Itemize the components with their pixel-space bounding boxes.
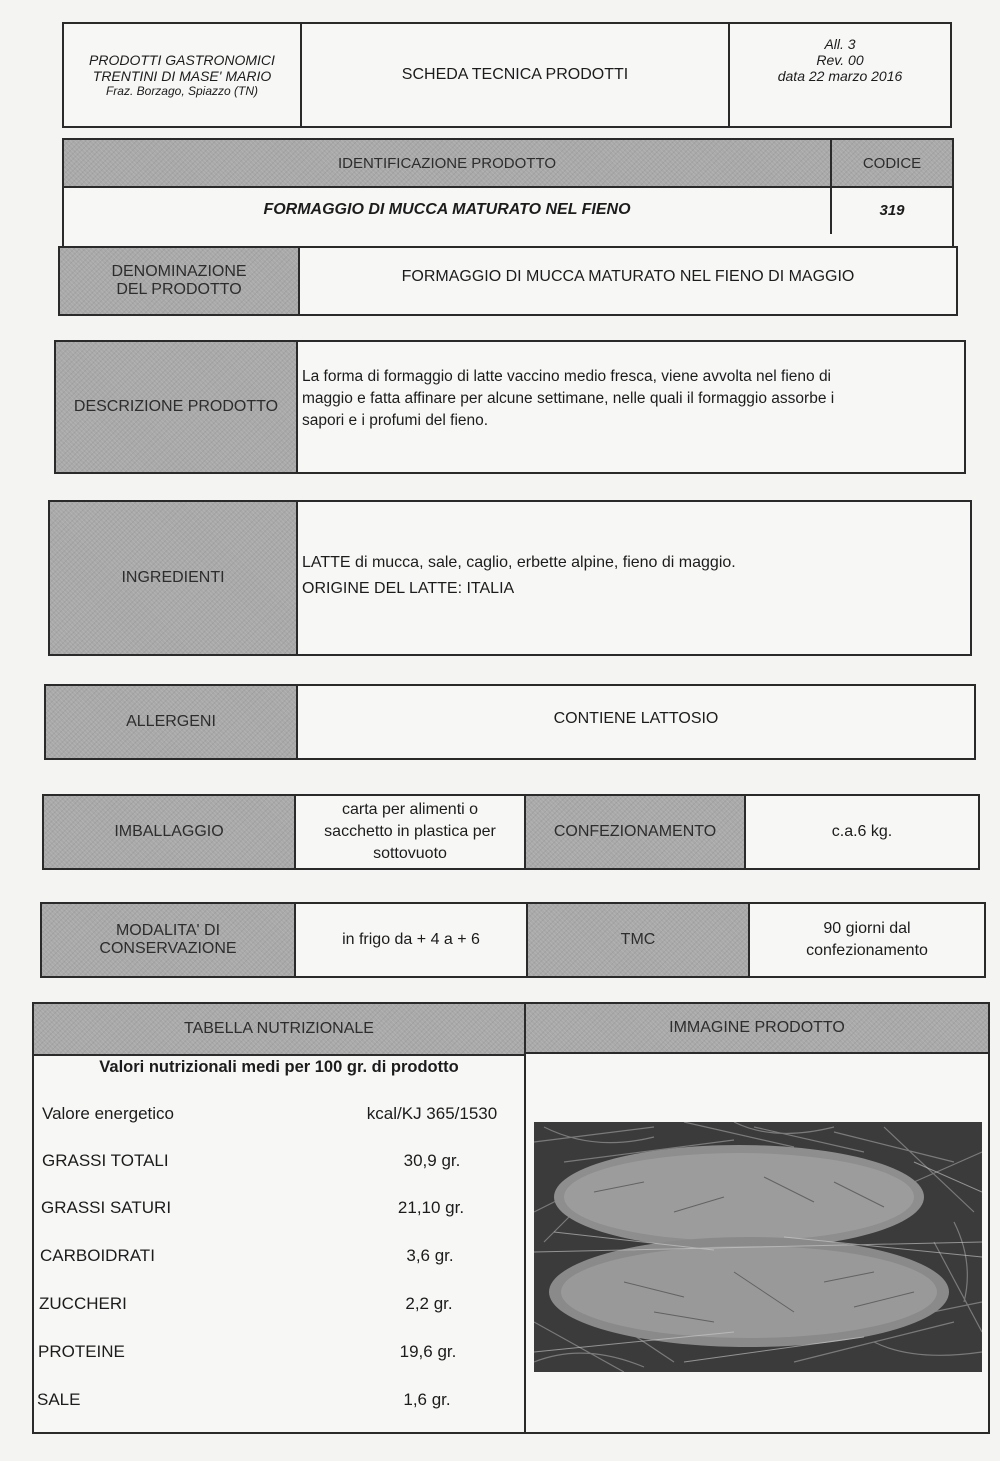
nutrient-name: SALE <box>37 1390 81 1409</box>
nutrient-value: kcal/KJ 365/1530 <box>366 1104 498 1123</box>
identification-value-row <box>64 186 952 234</box>
denomination-label-cell <box>60 248 298 314</box>
ingredients-text <box>296 502 970 654</box>
product-photo <box>534 1122 982 1372</box>
description-line2: maggio e fatta affinare per alcune settimane, nelle quali il formaggio assorbe i <box>302 390 835 407</box>
packaging-value-line1: carta per alimenti o <box>341 801 479 818</box>
packaging-value-line3: sottovuoto <box>373 845 447 862</box>
company-name-line1: PRODOTTI GASTRONOMICI <box>89 52 275 68</box>
ingredients-label: INGREDIENTI <box>121 569 225 586</box>
ingredients-section <box>48 500 972 656</box>
packaging-label: IMBALLAGGIO <box>114 823 224 840</box>
packing-value: c.a.6 kg. <box>831 823 893 840</box>
storage-value: in frigo da + 4 a + 6 <box>342 931 480 948</box>
table-row <box>38 1342 524 1366</box>
identification-header-row <box>64 140 952 188</box>
denomination-value: FORMAGGIO DI MUCCA MATURATO NEL FIENO DI MAGGIO <box>401 268 855 285</box>
product-code-cell <box>830 186 952 234</box>
revision-block <box>728 24 950 126</box>
date-label: data 22 marzo 2016 <box>777 68 903 84</box>
identification-label: IDENTIFICAZIONE PRODOTTO <box>337 154 557 172</box>
description-label: DESCRIZIONE PRODOTTO <box>73 398 279 415</box>
packaging-label-cell <box>44 796 294 868</box>
table-row <box>37 1390 524 1414</box>
document-header <box>62 22 952 128</box>
product-name: FORMAGGIO DI MUCCA MATURATO NEL FIENO <box>263 201 631 218</box>
allergens-label-cell <box>46 686 296 758</box>
ingredients-line1: LATTE di mucca, sale, caglio, erbette alpine, fieno di maggio. <box>302 554 736 571</box>
nutrient-name: CARBOIDRATI <box>40 1246 155 1265</box>
nutrition-label: TABELLA NUTRIZIONALE <box>184 1020 374 1037</box>
nutrition-label-cell <box>34 1004 524 1056</box>
product-name-cell <box>64 186 830 234</box>
nutrient-value: 19,6 gr. <box>399 1342 457 1361</box>
allergens-label: ALLERGENI <box>126 713 216 730</box>
company-name-line2: TRENTINI DI MASE' MARIO <box>92 68 272 84</box>
nutrition-table <box>34 1054 524 1432</box>
nutrient-value: 1,6 gr. <box>403 1390 451 1409</box>
table-row <box>42 1104 524 1128</box>
packaging-section <box>42 794 980 870</box>
image-section-label: IMMAGINE PRODOTTO <box>669 1019 845 1036</box>
tmc-value-line1: 90 giorni dal <box>823 920 911 937</box>
denomination-label-line1: DENOMINAZIONE <box>111 263 247 280</box>
attachment-label: All. 3 <box>824 36 856 52</box>
description-label-cell <box>56 342 296 472</box>
description-line1: La forma di formaggio di latte vaccino medio fresca, viene avvolta nel fieno di <box>302 368 832 385</box>
denomination-label-line2: DEL PRODOTTO <box>116 281 242 298</box>
packing-label: CONFEZIONAMENTO <box>553 823 717 840</box>
table-row <box>41 1198 524 1222</box>
storage-label-line1: MODALITA' DI <box>115 922 221 939</box>
doc-title-cell <box>300 24 728 126</box>
nutrient-name: GRASSI SATURI <box>41 1198 172 1217</box>
nutrient-value: 21,10 gr. <box>397 1198 465 1217</box>
column-divider <box>524 1054 526 1432</box>
tmc-label: TMC <box>620 931 656 948</box>
tmc-value-line2: confezionamento <box>806 942 928 959</box>
ingredients-label-cell <box>50 502 296 654</box>
nutrient-name: Valore energetico <box>42 1104 174 1123</box>
table-row <box>42 1151 524 1175</box>
description-section <box>54 340 966 474</box>
company-address: Fraz. Borzago, Spiazzo (TN) <box>105 84 259 98</box>
image-label-cell <box>524 1004 988 1054</box>
code-label-cell <box>830 140 952 186</box>
denomination-value-cell <box>298 248 956 314</box>
packing-value-cell <box>744 796 978 868</box>
identification-label-cell <box>64 140 830 186</box>
packing-label-cell <box>524 796 744 868</box>
revision-label: Rev. 00 <box>816 52 864 68</box>
table-row <box>40 1246 524 1270</box>
nutrient-name: ZUCCHERI <box>39 1294 127 1313</box>
nutrient-name: GRASSI TOTALI <box>42 1151 169 1170</box>
table-row <box>39 1294 524 1318</box>
storage-label-cell <box>42 904 294 976</box>
allergens-section <box>44 684 976 760</box>
packaging-value-line2: sacchetto in plastica per <box>324 823 496 840</box>
allergens-value-cell <box>296 686 974 758</box>
nutrition-subtitle: Valori nutrizionali medi per 100 gr. di prodotto <box>99 1058 459 1076</box>
nutrient-value: 30,9 gr. <box>403 1151 461 1170</box>
doc-title: SCHEDA TECNICA PRODOTTI <box>401 66 629 83</box>
tmc-label-cell <box>526 904 748 976</box>
nutrient-name: PROTEINE <box>38 1342 125 1361</box>
storage-label-line2: CONSERVAZIONE <box>99 940 237 957</box>
nutrient-value: 3,6 gr. <box>406 1246 454 1265</box>
product-code: 319 <box>879 201 905 219</box>
packaging-value-cell <box>294 796 524 868</box>
company-block <box>64 24 300 126</box>
description-line3: sapori e i profumi del fieno. <box>302 412 489 429</box>
identification-section <box>62 138 954 250</box>
allergens-value: CONTIENE LATTOSIO <box>553 710 719 727</box>
code-label: CODICE <box>862 154 922 172</box>
storage-section <box>40 902 986 978</box>
denomination-section <box>58 246 958 316</box>
description-text <box>296 342 964 472</box>
storage-value-cell <box>294 904 526 976</box>
nutrient-value: 2,2 gr. <box>405 1294 453 1313</box>
ingredients-line2: ORIGINE DEL LATTE: ITALIA <box>302 580 515 597</box>
tmc-value-cell <box>748 904 984 976</box>
